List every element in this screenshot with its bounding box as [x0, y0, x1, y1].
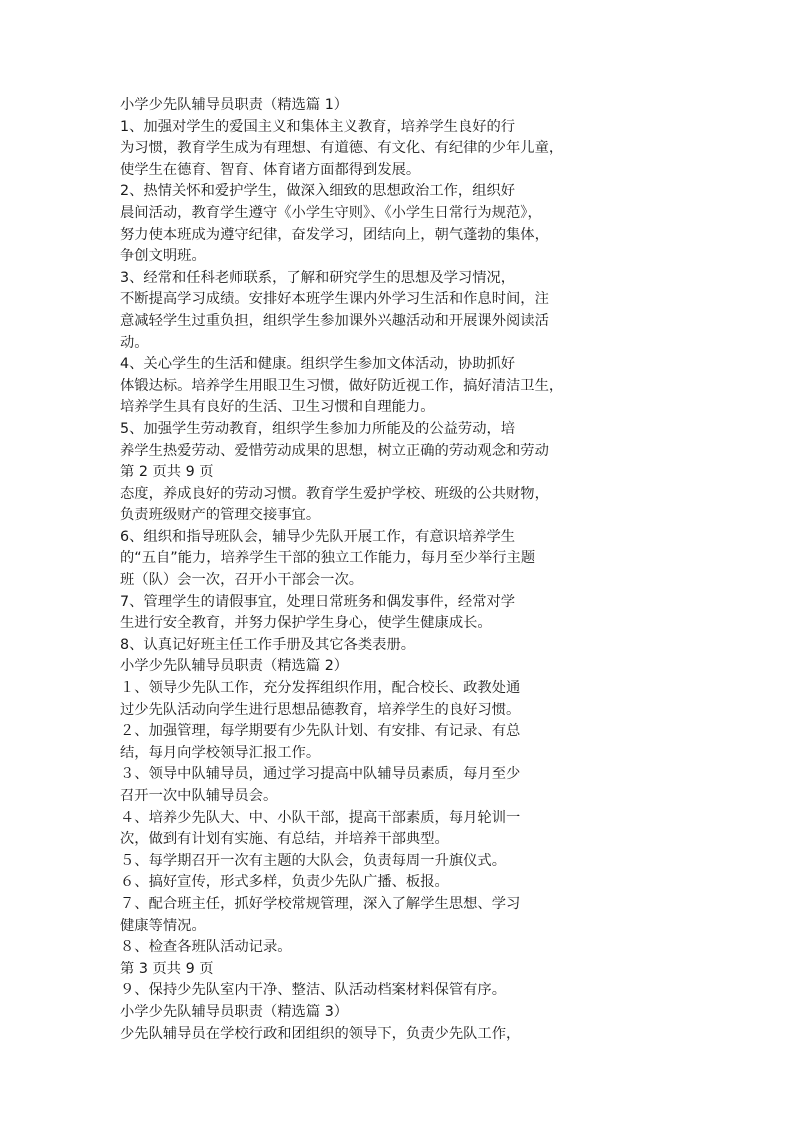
text-line: ５、每学期召开一次有主题的大队会，负责每周一升旗仪式。 [120, 852, 507, 869]
text-line: 使学生在德育、智育、体育诸方面都得到发展。 [120, 161, 421, 178]
text-line: 召开一次中队辅导员会。 [120, 788, 278, 804]
text-line: 态度，养成良好的劳动习惯。教育学生爱护学校、班级的公共财物， [120, 485, 549, 502]
text-line: 体锻达标。培养学生用眼卫生习惯，做好防近视工作，搞好清洁卫生， [120, 377, 564, 394]
text-line: 努力使本班成为遵守纪律，奋发学习，团结向上，朝气蓬勃的集体， [120, 226, 549, 243]
text-line: 争创文明班。 [120, 248, 206, 265]
text-line: ４、培养少先队大、中、小队干部，提高干部素质，每月轮训一 [120, 809, 521, 826]
text-line: 负责班级财产的管理交接事宜。 [120, 507, 321, 524]
text-line: ２、加强管理，每学期要有少先队计划、有安排、有记录、有总 [120, 723, 521, 740]
text-line: 培养学生具有良好的生活、卫生习惯和自理能力。 [120, 399, 435, 416]
text-line: １、领导少先队工作，充分发挥组织作用，配合校长、政教处通 [120, 680, 521, 697]
text-line: 动。 [120, 334, 149, 351]
text-line: 4、关心学生的生活和健康。组织学生参加文体活动，协助抓好 [120, 356, 516, 373]
text-line: 1、加强对学生的爱国主义和集体主义教育，培养学生良好的行 [120, 118, 516, 135]
text-line: 养学生热爱劳动、爱惜劳动成果的思想，树立正确的劳动观念和劳动 [120, 442, 549, 459]
text-line: 次，做到有计划有实施、有总结，并培养干部典型。 [120, 831, 449, 848]
document-body [120, 95, 740, 1045]
text-line: ７、配合班主任，抓好学校常规管理，深入了解学生思想、学习 [120, 895, 521, 912]
section-title: 小学少先队辅导员职责（精选篇 2） [120, 658, 349, 675]
text-line: 班（队）会一次，召开小干部会一次。 [120, 572, 364, 589]
text-line: ８、检查各班队活动记录。 [120, 939, 292, 956]
text-line: 健康等情况。 [120, 917, 206, 934]
text-line: 6、组织和指导班队会，辅导少先队开展工作，有意识培养学生 [120, 528, 516, 545]
text-line: 过少先队活动向学生进行思想品德教育，培养学生的良好习惯。 [120, 701, 521, 718]
section-title: 小学少先队辅导员职责（精选篇 3） [120, 1003, 349, 1020]
text-line: 少先队辅导员在学校行政和团组织的领导下，负责少先队工作， [120, 1025, 521, 1042]
text-line: 3、经常和任科老师联系，了解和研究学生的思想及学习情况， [120, 269, 516, 286]
text-line: 晨间活动，教育学生遵守《小学生守则》、《小学生日常行为规范》， [120, 204, 542, 221]
text-line: 为习惯，教育学生成为有理想、有道德、有文化、有纪律的少年儿童， [120, 140, 564, 157]
text-line: 生进行安全教育，并努力保护学生身心，使学生健康成长。 [120, 615, 492, 632]
page-number: 第 2 页共 9 页 [120, 464, 214, 481]
section-title: 小学少先队辅导员职责（精选篇 1） [120, 97, 349, 113]
text-line: ６、搞好宣传，形式多样，负责少先队广播、板报。 [120, 874, 449, 891]
text-line: 意减轻学生过重负担，组织学生参加课外兴趣活动和开展课外阅读活 [120, 312, 549, 329]
text-line: 结，每月向学校领导汇报工作。 [120, 744, 321, 761]
text-line: 8、认真记好班主任工作手册及其它各类表册。 [120, 636, 416, 653]
text-line: 5、加强学生劳动教育，组织学生参加力所能及的公益劳动，培 [120, 420, 516, 437]
text-line: ３、领导中队辅导员，通过学习提高中队辅导员素质，每月至少 [120, 766, 521, 783]
text-line: ９、保持少先队室内干净、整洁、队活动档案材料保管有序。 [120, 982, 507, 999]
page-number: 第 3 页共 9 页 [120, 960, 214, 977]
text-line: 的“五自”能力，培养学生干部的独立工作能力，每月至少举行主题 [120, 550, 536, 567]
text-line: 不断提高学习成绩。安排好本班学生课内外学习生活和作息时间，注 [120, 291, 549, 308]
text-line: 2、热情关怀和爱护学生，做深入细致的思想政治工作，组织好 [120, 183, 516, 200]
text-line: 7、管理学生的请假事宜，处理日常班务和偶发事件，经常对学 [120, 593, 516, 610]
